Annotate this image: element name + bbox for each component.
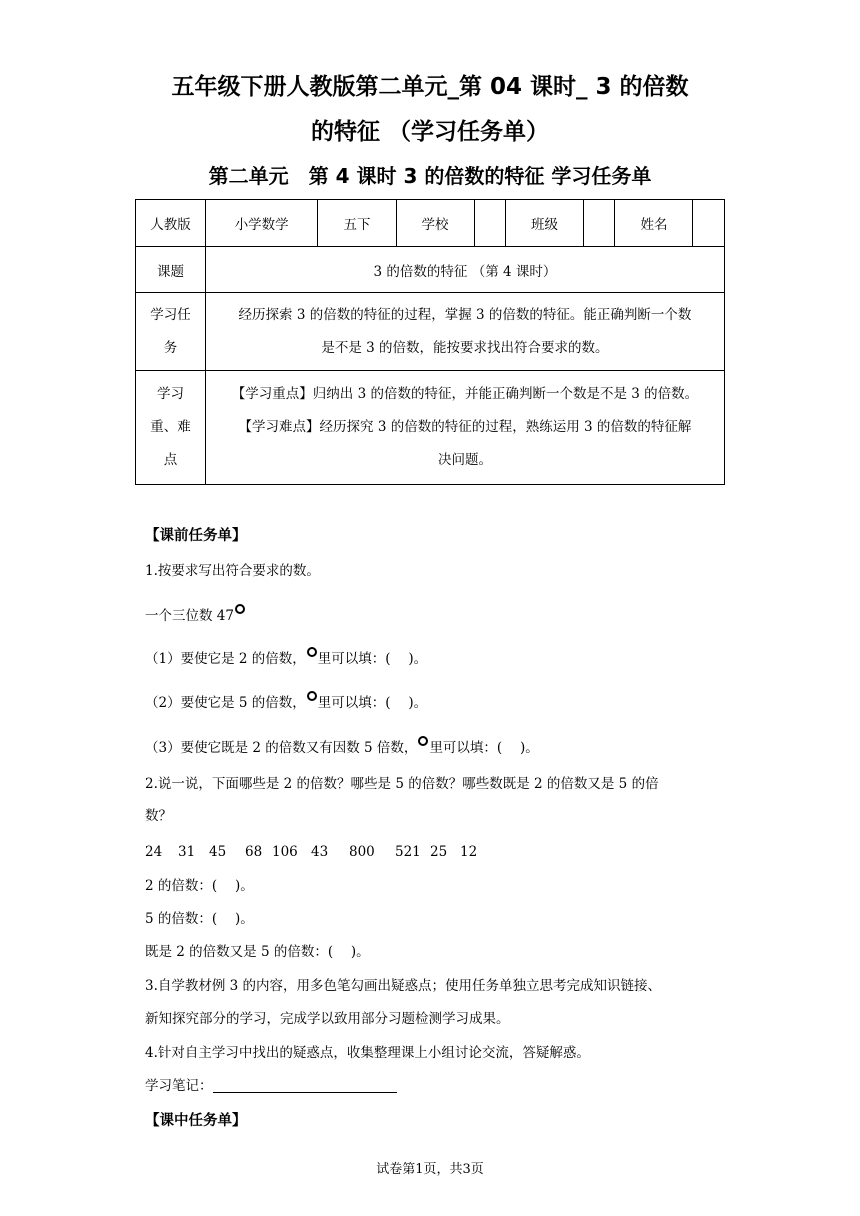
circle-blank-icon (235, 604, 245, 614)
question-3-line-1: 3.自学教材例 3 的内容，用多色笔勾画出疑惑点；使用任务单独立思考完成知识链接、 (145, 978, 662, 994)
circle-blank-icon (418, 736, 428, 746)
notes-blank-line (213, 1078, 397, 1093)
circle-blank-icon (307, 691, 317, 701)
answer-multiples-of-2: 2 的倍数：( )。 (145, 878, 254, 894)
list-item: 800 (349, 844, 375, 860)
pre-class-heading: 【课前任务单】 (145, 527, 247, 544)
in-class-heading: 【课中任务单】 (145, 1112, 247, 1129)
cell-grade: 五下 (318, 200, 396, 247)
question-2-line-2: 数？ (145, 808, 172, 824)
focus-difficulty: 【学习难点】经历探究 3 的倍数的特征的过程，熟练运用 3 的倍数的特征解 (238, 419, 692, 435)
study-notes (145, 1076, 397, 1096)
cell-name-label: 姓名 (615, 200, 693, 247)
list-item: 31 (178, 844, 196, 860)
list-item: 24 (145, 844, 163, 860)
part-answer: 里可以填：( )。 (317, 695, 428, 711)
cell-class-label: 班级 (505, 200, 583, 247)
topic-value: 3 的倍数的特征 （第 4 课时） (205, 247, 724, 293)
answer-multiples-of-5: 5 的倍数：( )。 (145, 911, 254, 927)
question-1-part-1 (145, 647, 427, 669)
task-value (205, 293, 724, 371)
task-line: 是不是 3 的倍数，能按要求找出符合要求的数。 (321, 339, 609, 356)
page-title-line-1: 五年级下册人教版第二单元_第 04 课时_ 3 的倍数 (171, 74, 689, 100)
list-item: 68 (245, 844, 263, 860)
cell-subject: 小学数学 (205, 200, 318, 247)
cell-edition: 人教版 (136, 200, 206, 247)
part-answer: 里可以填：( )。 (429, 740, 539, 756)
list-item: 12 (460, 844, 478, 860)
cell-school-label: 学校 (396, 200, 474, 247)
cell-school-value (474, 200, 505, 247)
part-answer: 里可以填：( )。 (317, 651, 428, 667)
focus-difficulty-cont: 决问题。 (437, 452, 492, 468)
focus-label-line: 重、难 (150, 419, 191, 435)
page-footer: 试卷第1页，共3页 (376, 1162, 484, 1177)
question-1-number (145, 604, 246, 626)
question-3-line-2: 新知探究部分的学习，完成学以致用部分习题检测学习成果。 (145, 1011, 510, 1027)
question-4: 4.针对自主学习中找出的疑惑点，收集整理课上小组讨论交流，答疑解惑。 (145, 1045, 590, 1061)
info-row-task (136, 293, 725, 371)
focus-key-point: 【学习重点】归纳出 3 的倍数的特征，并能正确判断一个数是不是 3 的倍数。 (231, 386, 699, 402)
cell-class-value (584, 200, 615, 247)
list-item: 43 (311, 844, 329, 860)
page-title-line-2: 的特征 （学习任务单） (310, 119, 549, 145)
list-item: 106 (272, 844, 298, 860)
info-row-topic (136, 247, 725, 293)
cell-name-value (693, 200, 725, 247)
focus-label (136, 371, 206, 485)
task-label (136, 293, 206, 371)
part-text: （2）要使它是 5 的倍数， (145, 695, 306, 711)
info-row-focus (136, 371, 725, 485)
topic-label: 课题 (136, 247, 206, 293)
three-digit-number: 一个三位数 47 (145, 608, 234, 624)
list-item: 25 (430, 844, 448, 860)
focus-value (205, 371, 724, 485)
list-item: 521 (395, 844, 421, 860)
list-item: 45 (209, 844, 227, 860)
notes-label: 学习笔记： (145, 1078, 213, 1094)
question-1: 1.按要求写出符合要求的数。 (145, 563, 320, 579)
info-table (135, 199, 725, 485)
page-subtitle: 第二单元 第 4 课时 3 的倍数的特征 学习任务单 (208, 164, 652, 188)
part-text: （3）要使它既是 2 的倍数又有因数 5 倍数， (145, 740, 418, 756)
question-1-part-3 (145, 736, 539, 758)
question-2-line-1: 2.说一说，下面哪些是 2 的倍数？哪些是 5 的倍数？哪些数既是 2 的倍数又是 5 的倍 (145, 776, 659, 792)
number-list (145, 842, 477, 862)
part-text: （1）要使它是 2 的倍数， (145, 651, 306, 667)
circle-blank-icon (307, 647, 317, 657)
focus-label-line: 点 (163, 452, 178, 468)
task-label-line: 学习任 (150, 306, 191, 323)
task-line: 经历探索 3 的倍数的特征的过程，掌握 3 的倍数的特征。能正确判断一个数 (238, 306, 692, 323)
answer-multiples-of-2-and-5: 既是 2 的倍数又是 5 的倍数：( )。 (145, 944, 370, 960)
focus-label-line: 学习 (156, 386, 184, 402)
task-label-line: 务 (163, 339, 178, 356)
info-row-header (136, 200, 725, 247)
question-1-part-2 (145, 691, 427, 713)
